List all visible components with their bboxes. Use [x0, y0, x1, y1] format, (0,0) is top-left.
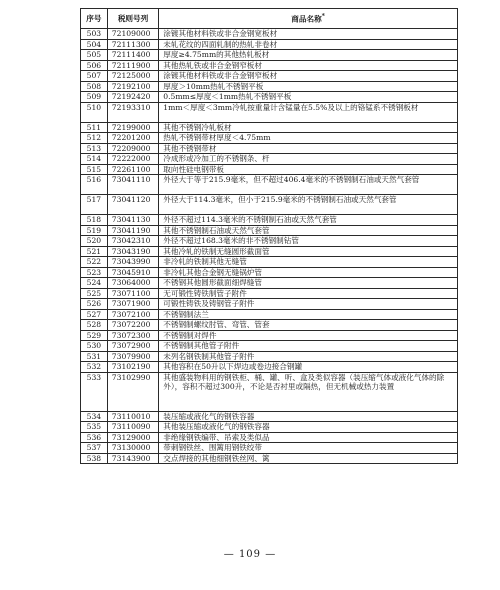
table-row — [81, 236, 458, 247]
table-row — [81, 225, 458, 236]
cell-code: 73043190 — [107, 246, 159, 257]
cell-name: 不锈钢制法兰 — [159, 309, 458, 320]
cell-seq: 511 — [81, 122, 108, 133]
cell-code: 73042310 — [107, 236, 159, 247]
header-name-mark: * — [321, 13, 325, 21]
cell-seq: 504 — [81, 39, 108, 50]
table-row — [81, 267, 458, 278]
cell-code: 72111300 — [107, 39, 159, 50]
cell-name: 冷成形或冷加工的不锈钢条、杆 — [159, 154, 458, 165]
cell-code: 73041110 — [107, 175, 159, 195]
table-header — [81, 9, 458, 29]
cell-code: 73072200 — [107, 320, 159, 331]
table-row — [81, 246, 458, 257]
cell-name: 其他容积在50升以下焊边或卷边接合钢罐 — [159, 362, 458, 373]
cell-name: 热轧不锈钢带材厚度＜4.75mm — [159, 133, 458, 144]
cell-code: 72125000 — [107, 71, 159, 82]
cell-seq: 532 — [81, 362, 108, 373]
cell-code: 73110090 — [107, 422, 159, 433]
cell-code: 72261100 — [107, 164, 159, 175]
table-row — [81, 432, 458, 443]
header-name — [159, 9, 458, 29]
cell-seq: 510 — [81, 102, 108, 122]
cell-seq: 534 — [81, 411, 108, 422]
cell-code: 73064000 — [107, 278, 159, 289]
cell-seq: 520 — [81, 236, 108, 247]
cell-seq: 528 — [81, 320, 108, 331]
table-row — [81, 453, 458, 464]
cell-code: 72193310 — [107, 102, 159, 122]
cell-name: 非绝缘钢铁编带、吊索及类似品 — [159, 432, 458, 443]
cell-code: 73041130 — [107, 215, 159, 226]
cell-code: 73072100 — [107, 309, 159, 320]
cell-name: 0.5mm≤厚度＜1mm热轧不锈钢平板 — [159, 92, 458, 103]
cell-seq: 506 — [81, 60, 108, 71]
page-number: — 109 — — [223, 549, 277, 560]
cell-seq: 522 — [81, 257, 108, 268]
cell-seq: 529 — [81, 330, 108, 341]
cell-name: 非冷轧的铁制其他无缝管 — [159, 257, 458, 268]
cell-code: 73045910 — [107, 267, 159, 278]
header-seq: 序号 — [81, 9, 108, 29]
cell-seq: 524 — [81, 278, 108, 289]
cell-name: 1mm＜厚度＜3mm冷轧按重量计含锰量在5.5%及以上的铬锰系不锈钢板材 — [159, 102, 458, 122]
cell-code: 72222000 — [107, 154, 159, 165]
cell-name: 装压缩或液化气的钢铁容器 — [159, 411, 458, 422]
cell-seq: 527 — [81, 309, 108, 320]
cell-seq: 538 — [81, 453, 108, 464]
cell-code: 73072900 — [107, 341, 159, 352]
table-row — [81, 422, 458, 433]
table-row — [81, 320, 458, 331]
cell-name: 带刺钢铁丝、围篱用钢铁绞带 — [159, 443, 458, 454]
cell-name: 外径大于114.3毫米，但小于215.9毫米的不锈钢制石油或天然气套管 — [159, 195, 458, 215]
cell-seq: 505 — [81, 50, 108, 61]
cell-name: 可锻性铸铁及铸钢管子附件 — [159, 299, 458, 310]
table-row — [81, 39, 458, 50]
table-row — [81, 309, 458, 320]
cell-code: 73102990 — [107, 372, 159, 411]
cell-code: 72111400 — [107, 50, 159, 61]
cell-seq: 525 — [81, 288, 108, 299]
cell-name: 涂镀其他材料铁或非合金钢宽板材 — [159, 29, 458, 40]
cell-seq: 509 — [81, 92, 108, 103]
table-row — [81, 154, 458, 165]
cell-code: 72111900 — [107, 60, 159, 71]
table-row — [81, 215, 458, 226]
table-row — [81, 29, 458, 40]
table-row — [81, 102, 458, 122]
cell-seq: 530 — [81, 341, 108, 352]
cell-name: 其他不锈钢冷轧板材 — [159, 122, 458, 133]
cell-name: 其他盛装物料用的钢铁柜、桶、罐、听、盒及类似容器（装压缩气体或液化气体的除外），容积不超过300升，不论是否衬里或隔热，但无机械或热力装置 — [159, 372, 458, 411]
table-row — [81, 92, 458, 103]
cell-code: 72192100 — [107, 81, 159, 92]
cell-name: 无可锻性铸铁制管子附件 — [159, 288, 458, 299]
cell-seq: 513 — [81, 143, 108, 154]
cell-name: 其他不锈钢带材 — [159, 143, 458, 154]
table-row — [81, 257, 458, 268]
cell-seq: 518 — [81, 215, 108, 226]
cell-code: 73041120 — [107, 195, 159, 215]
cell-code: 73110010 — [107, 411, 159, 422]
cell-name: 交点焊接的其他细钢铁丝网、篱 — [159, 453, 458, 464]
cell-name: 不锈钢制其他管子附件 — [159, 341, 458, 352]
cell-name: 不锈钢制对焊件 — [159, 330, 458, 341]
cell-name: 未轧花纹的四面轧制的热轧非卷材 — [159, 39, 458, 50]
table-row — [81, 164, 458, 175]
commodity-table — [80, 8, 458, 464]
cell-name: 未列名钢铁制其他管子附件 — [159, 351, 458, 362]
table-row — [81, 443, 458, 454]
cell-code: 72199000 — [107, 122, 159, 133]
table-row — [81, 71, 458, 82]
table-row — [81, 50, 458, 61]
cell-code: 73079900 — [107, 351, 159, 362]
cell-seq: 523 — [81, 267, 108, 278]
table-row — [81, 278, 458, 289]
table-row — [81, 195, 458, 215]
cell-name: 其他热轧铁或非合金钢窄板材 — [159, 60, 458, 71]
table-row — [81, 175, 458, 195]
cell-code: 73071100 — [107, 288, 159, 299]
table-row — [81, 143, 458, 154]
cell-seq: 503 — [81, 29, 108, 40]
cell-seq: 515 — [81, 164, 108, 175]
cell-code: 73129000 — [107, 432, 159, 443]
cell-name: 其他不锈钢制石油或天然气套管 — [159, 225, 458, 236]
table-row — [81, 60, 458, 71]
table-row — [81, 372, 458, 411]
cell-seq: 526 — [81, 299, 108, 310]
table-row — [81, 133, 458, 144]
cell-name: 其他冷轧的铁制无缝圆形截面管 — [159, 246, 458, 257]
cell-code: 72192420 — [107, 92, 159, 103]
cell-code: 72209000 — [107, 143, 159, 154]
cell-name: 厚度≥4.75mm的其他热轧板材 — [159, 50, 458, 61]
cell-name: 外径不超过114.3毫米的不锈钢制石油或天然气套管 — [159, 215, 458, 226]
cell-code: 73130000 — [107, 443, 159, 454]
cell-seq: 514 — [81, 154, 108, 165]
cell-seq: 537 — [81, 443, 108, 454]
cell-seq: 516 — [81, 175, 108, 195]
cell-seq: 507 — [81, 71, 108, 82]
cell-name: 其他装压缩或液化气的钢铁容器 — [159, 422, 458, 433]
cell-code: 72109000 — [107, 29, 159, 40]
cell-code: 73041190 — [107, 225, 159, 236]
cell-seq: 535 — [81, 422, 108, 433]
cell-seq: 531 — [81, 351, 108, 362]
table-row — [81, 362, 458, 373]
table-row — [81, 330, 458, 341]
cell-name: 不锈钢制螺纹肘管、弯管、管套 — [159, 320, 458, 331]
cell-name: 不锈钢其他圆形截面细焊缝管 — [159, 278, 458, 289]
cell-code: 72201200 — [107, 133, 159, 144]
cell-seq: 536 — [81, 432, 108, 443]
cell-seq: 517 — [81, 195, 108, 215]
cell-code: 73102190 — [107, 362, 159, 373]
cell-name: 取向性硅电钢带板 — [159, 164, 458, 175]
cell-seq: 512 — [81, 133, 108, 144]
table-row — [81, 351, 458, 362]
cell-seq: 519 — [81, 225, 108, 236]
table-row — [81, 81, 458, 92]
cell-seq: 521 — [81, 246, 108, 257]
cell-name: 涂镀其他材料铁或非合金钢窄板材 — [159, 71, 458, 82]
cell-name: 外径不超过168.3毫米的非不锈钢制钻管 — [159, 236, 458, 247]
table-row — [81, 288, 458, 299]
cell-name: 厚度＞10mm热轧不锈钢平板 — [159, 81, 458, 92]
cell-name: 非冷轧其他合金钢无缝锅炉管 — [159, 267, 458, 278]
cell-code: 73071900 — [107, 299, 159, 310]
table-body — [81, 29, 458, 464]
cell-code: 73072300 — [107, 330, 159, 341]
header-row — [81, 9, 458, 29]
cell-seq: 508 — [81, 81, 108, 92]
cell-name: 外径大于等于215.9毫米，但不超过406.4毫米的不锈钢制石油或天然气套管 — [159, 175, 458, 195]
table-row — [81, 122, 458, 133]
table-row — [81, 341, 458, 352]
table-row — [81, 411, 458, 422]
table-row — [81, 299, 458, 310]
header-code: 税则号列 — [107, 9, 159, 29]
cell-seq: 533 — [81, 372, 108, 411]
cell-code: 73043990 — [107, 257, 159, 268]
cell-code: 73143900 — [107, 453, 159, 464]
header-name-label: 商品名称 — [291, 15, 322, 25]
